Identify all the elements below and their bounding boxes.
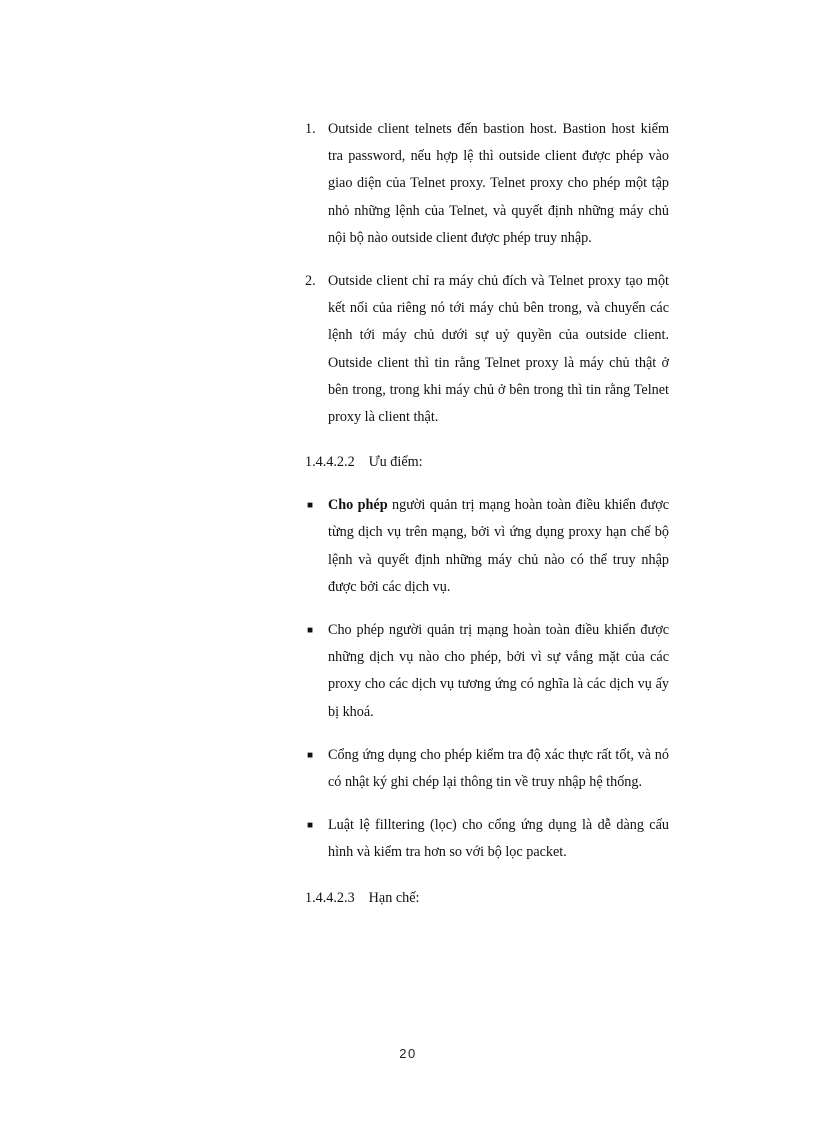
bullet-text: Cho phép người quản trị mạng hoàn toàn điều khiển được những dịch vụ nào cho phép, bởi vì sự vắng mặt của các proxy cho các dịch vụ tương ứng có nghĩa là các dịch vụ ấy bị khoá. (328, 622, 669, 720)
page-content (305, 116, 669, 928)
bullet-text: Cổng ứng dụng cho phép kiểm tra độ xác thực rất tốt, và nó có nhật ký ghi chép lại thông tin về truy nhập hệ thống. (328, 746, 669, 791)
bullet-item (305, 492, 669, 601)
bold-lead: Cho phép (328, 497, 388, 514)
section-number: 1.4.4.2.2 (305, 454, 355, 471)
bullet-icon: ■ (307, 749, 314, 761)
paragraph-text: Outside client telnets đến bastion host. Bastion host kiểm tra password, nếu hợp lệ thì outside client được phép vào giao diện của Telnet proxy. Telnet proxy cho phép một tập nhỏ những lệnh của Telnet, và quyết định những máy chủ nội bộ nào outside client được phép truy nhập. (328, 121, 669, 246)
section-number: 1.4.4.2.3 (305, 889, 355, 906)
bullet-icon: ■ (307, 820, 314, 832)
bullet-text: người quản trị mạng hoàn toàn điều khiển được từng dịch vụ trên mạng, bởi vì ứng dụng proxy hạn chế bộ lệnh và quyết định những máy chủ nào có thể truy nhập được bởi các dịch vụ. (328, 497, 669, 595)
section-title: Hạn chế: (368, 889, 420, 906)
page-number: 20 (399, 1046, 417, 1061)
bullet-item (305, 742, 669, 796)
bullet-icon: ■ (307, 500, 314, 512)
numbered-item (305, 268, 669, 431)
section-heading-limitations (305, 885, 669, 912)
bullet-text: Luật lệ filltering (lọc) cho cổng ứng dụng là dễ dàng cấu hình và kiểm tra hơn so với bộ lọc packet. (328, 817, 669, 861)
list-number: 2. (305, 273, 316, 290)
bullet-item (305, 617, 669, 726)
numbered-item (305, 116, 669, 252)
bullet-item (305, 812, 669, 866)
section-heading-advantages (305, 449, 669, 476)
list-number: 1. (305, 121, 316, 137)
section-title: Ưu điểm: (368, 454, 423, 471)
paragraph-text: Outside client chỉ ra máy chủ đích và Telnet proxy tạo một kết nối của riêng nó tới máy chủ bên trong, và chuyển các lệnh tới máy chủ dưới sự uỷ quyền của outside client. Outside client thì tin rằng Telnet proxy là máy chủ thật ở bên trong, trong khi máy chủ ở bên trong thì tin rằng Telnet proxy là client thật. (328, 273, 669, 426)
bullet-icon: ■ (307, 625, 314, 637)
